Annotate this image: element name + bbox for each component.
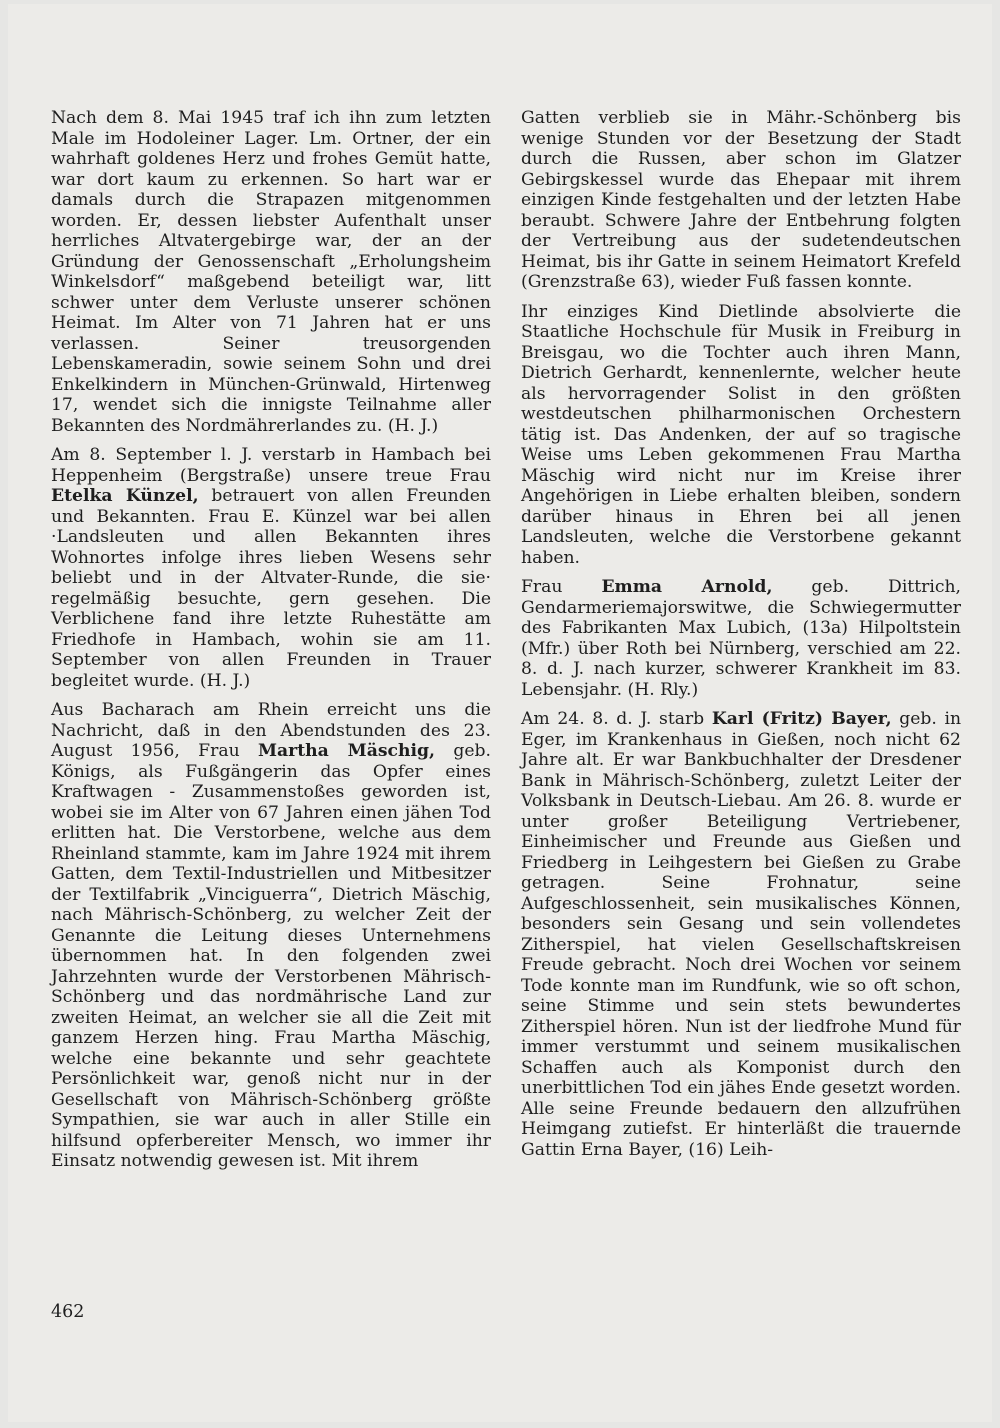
right-column xyxy=(521,108,961,1169)
person-name: Etelka Künzel, xyxy=(51,486,199,506)
person-name: Karl (Fritz) Bayer, xyxy=(711,709,892,729)
paragraph-text: betrauert von allen Freunden und Bekannten. Frau E. Künzel war bei allen ·Landsleuten und allen Bekannten ihres Wohnortes infolge ihres lieben Wesens sehr beliebt und in der Altvater-Runde, die sie· regelmäßig besuchte, gern gesehen. Die Verblichene fand ihre letzte Ruhestätte am Friedhofe in Hambach, wohin sie am 11. September von allen Freunden in Trauer begleitet wurde. (H. J.) xyxy=(51,486,491,691)
obituary-maeschig-daughter: Ihr einziges Kind Dietlinde absolvierte die Staatliche Hochschule für Musik in Freiburg in Breisgau, wo die Tochter auch ihren Mann, Dietrich Gerhardt, kennenlernte, welcher heute als hervorragender Solist in den größten westdeutschen philharmonischen Orchestern tätig ist. Das Andenken, der auf so tragische Weise ums Leben gekommenen Frau Martha Mäschig wird nicht nur im Kreise ihrer Angehörigen in Liebe erhalten bleiben, sondern darüber hinaus in Ehren bei all jenen Landsleuten, welche die Verstorbene gekannt haben. xyxy=(521,301,961,568)
left-column xyxy=(51,108,491,1181)
document-page xyxy=(8,4,992,1422)
obituary-ortner: Nach dem 8. Mai 1945 traf ich ihn zum letzten Male im Hodoleiner Lager. Lm. Ortner, der ein wahrhaft goldenes Herz und frohes Gemüt hatte, war dort kaum zu erkennen. So hart war er damals durch die Strapazen mitgenommen worden. Er, dessen liebster Aufenthalt unser herrliches Altvatergebirge war, der an der Gründung der Genossenschaft „Erholungsheim Winkelsdorf“ maßgebend beteiligt war, litt schwer unter dem Verluste unserer schönen Heimat. Im Alter von 71 Jahren hat er uns verlassen. Seiner treusorgenden Lebenskameradin, sowie seinem Sohn und drei Enkelkindern in München-Grünwald, Hirtenweg 17, wendet sich die innigste Teilnahme aller Bekannten des Nordmährerlandes zu. (H. J.) xyxy=(51,108,491,436)
person-name: Emma Arnold, xyxy=(601,577,773,597)
person-name: Martha Mäschig, xyxy=(258,741,436,761)
paragraph-text: geb. Königs, als Fußgängerin das Opfer eines Kraftwagen - Zusammenstoßes geworden ist, wobei sie im Alter von 67 Jahren einen jähen Tod erlitten hat. Die Verstorbene, welche aus dem Rheinland stammte, kam im Jahre 1924 mit ihrem Gatten, dem Textil-Industriellen und Mitbesitzer der Textilfabrik „Vinciguerra“, Dietrich Mäschig, nach Mährisch-Schönberg, zu welcher Zeit der Genannte die Leitung dieses Unternehmens übernommen hat. In den folgenden zwei Jahrzehnten wurde der Verstorbenen Mährisch-Schönberg und das nordmährische Land zur zweiten Heimat, an welcher sie all die Zeit mit ganzem Herzen hing. Frau Martha Mäschig, welche eine bekannte und sehr geachtete Persönlichkeit war, genoß nicht nur in der Gesellschaft von Mährisch-Schönberg größte Sympathien, sie war auch in aller Stille ein hilfsund opferbereiter Mensch, wo immer ihr Einsatz notwendig gewesen ist. Mit ihrem xyxy=(51,741,492,1171)
paragraph-text: Aus Bacharach am Rhein erreicht uns die Nachricht, daß in den Abendstunden des 23. August 1956, Frau xyxy=(51,700,491,761)
paragraph-text: Am 8. September l. J. verstarb in Hambach bei Heppenheim (Bergstraße) unsere treue Frau xyxy=(51,445,491,486)
paragraph-text: geb. Dittrich, Gendarmeriemajorswitwe, die Schwiegermutter des Fabrikanten Max Lubich, (13a) Hilpoltstein (Mfr.) über Roth bei Nürnberg, verschied am 22. 8. d. J. nach kurzer, schwerer Krankheit im 83. Lebensjahr. (H. Rly.) xyxy=(521,577,961,700)
paragraph-text: Frau xyxy=(521,577,563,597)
paragraph-text: geb. in Eger, im Krankenhaus in Gießen, noch nicht 62 Jahre alt. Er war Bankbuchhalter der Dresdener Bank in Mährisch-Schönberg, zuletzt Leiter der Volksbank in Deutsch-Liebau. Am 26. 8. wurde er unter großer Beteiligung Vertriebener, Einheimischer und Freunde aus Gießen und Friedberg in Leihgestern bei Gießen zu Grabe getragen. Seine Frohnatur, seine Aufgeschlossenheit, sein musikalisches Können, besonders sein Gesang und sein vollendetes Zitherspiel, hat vielen Gesellschaftskreisen Freude gebracht. Noch drei Wochen vor seinem Tode konnte man im Rundfunk, wie so oft schon, seine Stimme und sein stets bewundertes Zitherspiel hören. Nun ist der liedfrohe Mund für immer verstummt und seinem musikalischen Schaffen auch als Komponist durch den unerbittlichen Tod ein jähes Ende gesetzt worden. Alle seine Freunde bedauern den allzufrühen Heimgang zutiefst. Er hinterläßt die trauernde Gattin Erna Bayer, (16) Leih- xyxy=(521,709,962,1160)
obituary-kuenzel xyxy=(51,445,491,691)
obituary-maeschig-continued: Gatten verblieb sie in Mähr.-Schönberg bis wenige Stunden vor der Besetzung der Stadt durch die Russen, aber schon im Glatzer Gebirgskessel wurde das Ehepaar mit ihrem einzigen Kinde festgehalten und der letzten Habe beraubt. Schwere Jahre der Entbehrung folgten der Vertreibung aus der sudetendeutschen Heimat, bis ihr Gatte in seinem Heimatort Krefeld (Grenzstraße 63), wieder Fuß fassen konnte. xyxy=(521,108,961,292)
obituary-arnold xyxy=(521,577,961,700)
obituary-bayer xyxy=(521,709,961,1160)
page-number: 462 xyxy=(51,1302,85,1322)
paragraph-text: Am 24. 8. d. J. starb xyxy=(521,709,705,729)
obituary-maeschig xyxy=(51,700,491,1172)
